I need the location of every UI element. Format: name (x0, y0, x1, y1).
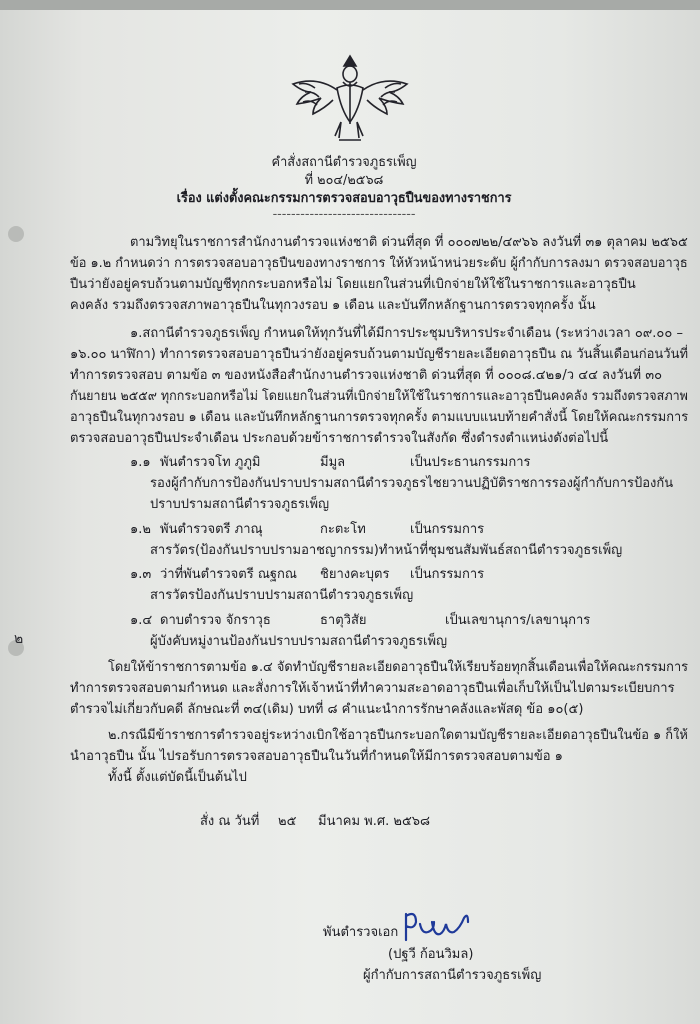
member-number: ๑.๓ (130, 567, 152, 582)
member-number: ๑.๑ (130, 455, 151, 470)
member-desc: สารวัตร(ป้องกันปราบปรามอาชญากรรม)ทำหน้าที่ชุมชนสัมพันธ์สถานีตำรวจภูธรเพ็ญ (150, 543, 623, 558)
member-role: เป็นกรรมการ (410, 567, 485, 582)
member-desc: สารวัตรป้องกันปราบปรามสถานีตำรวจภูธรเพ็ญ (150, 588, 414, 603)
order-date-prefix: สั่ง ณ วันที่ (200, 814, 260, 829)
intro-line: คงคลัง รวมถึงตรวจสภาพอาวุธปืนในทุกวงรอบ ๑ เดือน และบันทึกหลักฐานการตรวจทุกครั้ง นั้น (70, 298, 596, 313)
order-date-day: ๒๕ (278, 814, 297, 829)
member-desc: ปราบปรามสถานีตำรวจภูธรเพ็ญ (150, 497, 330, 512)
org-title: คำสั่งสถานีตำรวจภูธรเพ็ญ (271, 155, 417, 170)
secretary-line: ตำรวจไม่เกี่ยวกับคดี ลักษณะที่ ๓๔(เดิม) บทที่ ๘ คำแนะนำการรักษาคลังและพัสดุ ข้อ ๑๐(๕) (70, 702, 584, 717)
signer-position: ผู้กำกับการสถานีตำรวจภูธรเพ็ญ (363, 968, 542, 983)
item1-line: ทำการตรวจสอบ ตามข้อ ๓ ของหนังสือสำนักงานตำรวจแห่งชาติ ด่วนที่สุด ที่ ๐๐๐๘.๔๒๑/ว ๔๔ ลงวันที่ ๓๐ (70, 368, 663, 383)
item1-line: กันยายน ๒๕๕๙ ทุกกระบอกหรือไม่ โดยแยกในส่วนที่เบิกจ่ายให้ใช้ในราชการและอาวุธปืนคงคลัง รวมถึงตรวจสภาพ (70, 389, 688, 404)
page-number-mark: ๒ (14, 631, 24, 647)
member-surname: ธาตุวิสัย (320, 613, 367, 628)
item1-line: ๑๖.๐๐ นาฬิกา) ทำการตรวจสอบอาวุธปืนว่ายังอยู่ครบถ้วนตามบัญชีรายละเอียดอาวุธปืน ณ วันสิ้นเดือนก่อนวันที่ (70, 347, 689, 362)
secretary-line: ทำการตรวจสอบตามกำหนด และสั่งการให้เจ้าหน้าที่ทำความสะอาดอาวุธปืนเพื่อเก็บให้เป็นไปตามระเบียบการ (70, 681, 675, 696)
signer-rank: พันตำรวจเอก (323, 925, 399, 940)
member-name: พันตำรวจโท ภูภูมิ (160, 455, 261, 470)
member-surname: กะตะโท (320, 522, 366, 537)
effective-clause: ทั้งนี้ ตั้งแต่บัดนี้เป็นต้นไป (108, 770, 247, 785)
intro-line: ปืนว่ายังอยู่ครบถ้วนตามบัญชีทุกกระบอกหรือไม่ โดยแยกในส่วนที่เบิกจ่ายให้ใช้ในราชการและอาวุธปืน (70, 277, 636, 292)
item1-line: ตรวจสอบอาวุธปืนประจำเดือน ประกอบด้วยข้าราชการตำรวจในสังกัด ซึ่งดำรงตำแหน่งดังต่อไปนี้ (70, 431, 609, 446)
member-name: พันตำรวจตรี ภาณุ (160, 522, 263, 537)
member-role: เป็นประธานกรรมการ (410, 455, 531, 470)
item1-line: ๑.สถานีตำรวจภูธรเพ็ญ กำหนดให้ทุกวันที่ได้มีการประชุมบริหารประจำเดือน (ระหว่างเวลา ๐๙.๐๐ – (130, 326, 683, 341)
member-name: ดาบตำรวจ จักราวุธ (160, 613, 271, 628)
order-date-month-year: มีนาคม พ.ศ. ๒๕๖๘ (318, 814, 431, 829)
member-role: เป็นกรรมการ (410, 522, 485, 537)
member-name: ว่าที่พันตำรวจตรี ณฐกณ (160, 567, 297, 582)
member-number: ๑.๔ (130, 613, 153, 628)
item2-line: ๒.กรณีมีข้าราชการตำรวจอยู่ระหว่างเบิกใช้อาวุธปืนกระบอกใดตามบัญชีรายละเอียดอาวุธปืนในข้อ ๑ ก็ให้ (108, 728, 688, 743)
item2-line: นำอาวุธปืน นั้น ไปรอรับการตรวจสอบอาวุธปืนในวันที่กำหนดให้มีการตรวจสอบตามข้อ ๑ (70, 749, 563, 764)
order-subject: เรื่อง แต่งตั้งคณะกรรมการตรวจสอบอาวุธปืนของทางราชการ (176, 191, 512, 206)
order-number: ที่ ๒๐๔/๒๕๖๘ (304, 173, 384, 188)
intro-line: ข้อ ๑.๒ กำหนดว่า การตรวจสอบอาวุธปืนของทางราชการ ให้หัวหน้าหน่วยระดับ ผู้กำกับการลงมา ตรวจสอบอาวุธ (70, 256, 688, 271)
item1-line: อาวุธปืนในทุกวงรอบ ๑ เดือน และบันทึกหลักฐานการตรวจทุกครั้ง ตามแบบแนบท้ายคำสั่งนี้ โดยให้คณะกรรมการ (70, 410, 689, 425)
member-desc: รองผู้กำกับการป้องกันปราบปรามสถานีตำรวจภูธรไชยวานปฏิบัติราชการรองผู้กำกับการป้องกัน (150, 476, 674, 491)
signature-scribble (402, 906, 474, 946)
member-surname: มีมูล (320, 455, 346, 470)
member-role: เป็นเลขานุการ/เลขานุการ (445, 613, 591, 628)
signer-name: (ปฐวี ก้อนวิมล) (388, 947, 474, 962)
member-desc: ผู้บังคับหมู่งานป้องกันปราบปรามสถานีตำรวจภูธรเพ็ญ (150, 634, 448, 649)
member-surname: ชิยางคะบุตร (320, 567, 390, 582)
member-number: ๑.๒ (130, 522, 151, 537)
divider: ------------------------------- (272, 207, 416, 222)
secretary-line: โดยให้ข้าราชการตามข้อ ๑.๔ จัดทำบัญชีรายละเอียดอาวุธปืนให้เรียบร้อยทุกสิ้นเดือนเพื่อให้คณะกรรมการ (108, 660, 689, 675)
intro-line: ตามวิทยุในราชการสำนักงานตำรวจแห่งชาติ ด่วนที่สุด ที่ ๐๐๐๗๒๒/๔๙๖๖ ลงวันที่ ๓๑ ตุลาคม ๒๕๖๕ (130, 235, 688, 250)
